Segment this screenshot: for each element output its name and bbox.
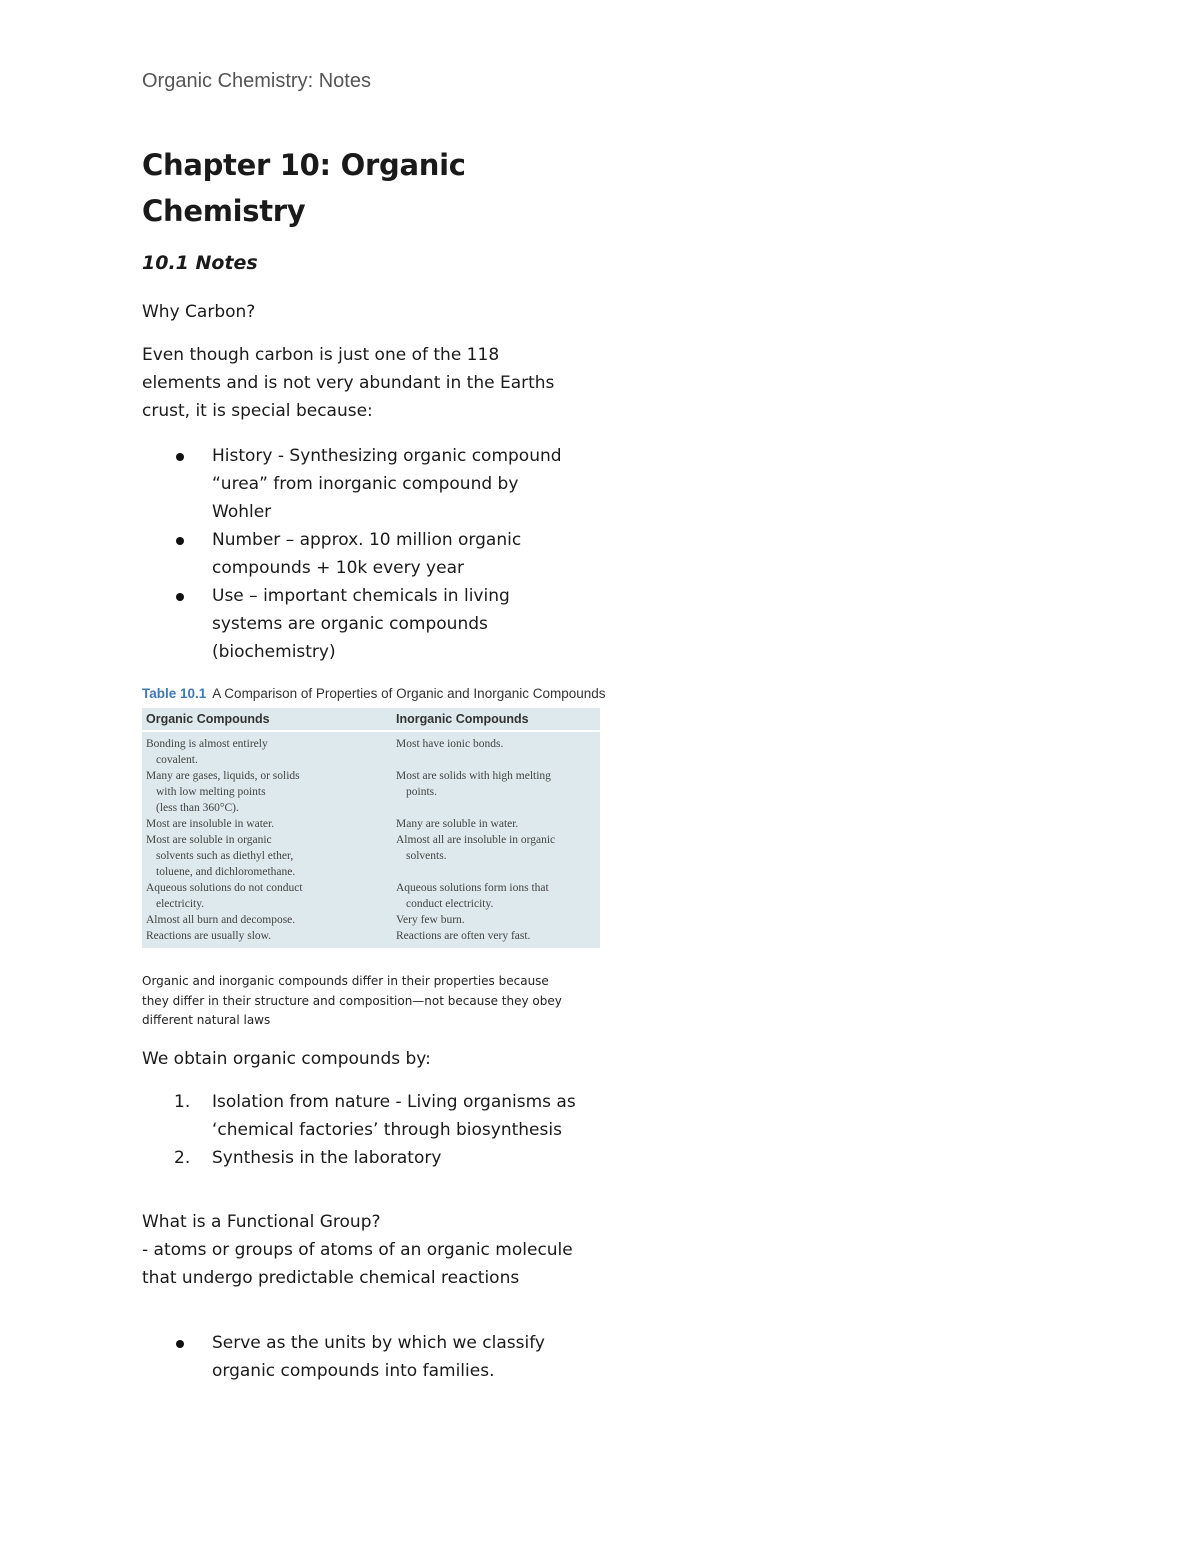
table-cell-line: Most are soluble in organic bbox=[146, 834, 272, 846]
chapter-title: Chapter 10: Organic Chemistry bbox=[142, 148, 466, 228]
list-text: Isolation from nature - Living organisms as ‘chemical factories’ through biosynthesis bbox=[212, 1092, 576, 1140]
table-cell-line: covalent. bbox=[156, 754, 198, 766]
table-title: A Comparison of Properties of Organic and Inorganic Compounds bbox=[212, 686, 606, 701]
bullet-icon bbox=[176, 453, 184, 461]
bullet-text: Use – important chemicals in living systems are organic compounds (biochemistry) bbox=[212, 586, 510, 662]
table-cell-line: Almost all are insoluble in organic bbox=[396, 834, 556, 846]
bullet-text: Serve as the units by which we classify organic compounds into families. bbox=[212, 1333, 545, 1381]
list-item bbox=[142, 1088, 582, 1144]
table-cell-organic bbox=[146, 912, 382, 928]
bullet-item bbox=[142, 442, 582, 526]
functional-group-bullet-list bbox=[142, 1329, 582, 1385]
table-cell-line: Most have ionic bonds. bbox=[396, 738, 504, 750]
list-number: 2. bbox=[174, 1148, 191, 1168]
table-cell-line: solvents such as diethyl ether, bbox=[156, 850, 294, 862]
table-row bbox=[142, 912, 600, 928]
why-carbon-intro: Even though carbon is just one of the 118 elements and is not very abundant in the Earths crust, it is special because: bbox=[142, 345, 555, 421]
table-cell-inorganic bbox=[396, 832, 596, 864]
table-cell-inorganic bbox=[396, 928, 596, 944]
table-cell-line: conduct electricity. bbox=[406, 898, 494, 910]
table-cell-line: points. bbox=[406, 786, 437, 798]
table-header-row bbox=[142, 708, 600, 732]
table-cell-inorganic bbox=[396, 816, 596, 832]
table-cell-line: Most are insoluble in water. bbox=[146, 818, 275, 830]
table-cell-organic bbox=[146, 816, 382, 832]
table-cell-inorganic bbox=[396, 736, 596, 752]
table-cell-line: electricity. bbox=[156, 898, 205, 910]
obtain-heading: We obtain organic compounds by: bbox=[142, 1049, 431, 1069]
list-item bbox=[142, 1144, 582, 1172]
why-carbon-heading: Why Carbon? bbox=[142, 302, 256, 322]
table-caption bbox=[142, 686, 606, 708]
bullet-item bbox=[142, 582, 582, 666]
table-cell-organic bbox=[146, 832, 382, 880]
table-cell-line: Reactions are often very fast. bbox=[396, 930, 531, 942]
table-row bbox=[142, 736, 600, 768]
functional-group-definition: - atoms or groups of atoms of an organic molecule that undergo predictable chemical reactions bbox=[142, 1240, 573, 1288]
table-row bbox=[142, 768, 600, 816]
bullet-icon bbox=[176, 537, 184, 545]
table-cell-line: Bonding is almost entirely bbox=[146, 738, 268, 750]
table-cell-line: with low melting points bbox=[156, 786, 266, 798]
bullet-text: Number – approx. 10 million organic compounds + 10k every year bbox=[212, 530, 522, 578]
table-cell-organic bbox=[146, 736, 382, 768]
page-header: Organic Chemistry: Notes bbox=[142, 70, 371, 92]
table-row bbox=[142, 928, 600, 944]
figure-note: Organic and inorganic compounds differ in their properties because they differ in their structure and composition—not because they obey different natural laws bbox=[142, 974, 562, 1027]
list-text: Synthesis in the laboratory bbox=[212, 1148, 442, 1168]
table-cell-inorganic bbox=[396, 880, 596, 912]
table-cell-line: Very few burn. bbox=[396, 914, 465, 926]
bullet-text: History - Synthesizing organic compound “urea” from inorganic compound by Wohler bbox=[212, 446, 562, 522]
table-cell-organic bbox=[146, 928, 382, 944]
table-cell-line: Reactions are usually slow. bbox=[146, 930, 272, 942]
bullet-icon bbox=[176, 1340, 184, 1348]
table-cell-line: Aqueous solutions do not conduct bbox=[146, 882, 303, 894]
table-cell-line: toluene, and dichloromethane. bbox=[156, 866, 296, 878]
table-cell-inorganic bbox=[396, 912, 596, 928]
table-cell-line: (less than 360°C). bbox=[156, 802, 239, 814]
table-cell-line: Many are soluble in water. bbox=[396, 818, 519, 830]
table-cell-line: Many are gases, liquids, or solids bbox=[146, 770, 300, 782]
why-carbon-bullet-list bbox=[142, 442, 582, 666]
section-title: 10.1 Notes bbox=[142, 252, 258, 274]
bullet-icon bbox=[176, 593, 184, 601]
column-header-organic: Organic Compounds bbox=[146, 712, 270, 726]
obtain-list bbox=[142, 1088, 582, 1172]
table-cell-organic bbox=[146, 880, 382, 912]
comparison-table bbox=[142, 708, 600, 948]
table-cell-organic bbox=[146, 768, 382, 816]
table-row bbox=[142, 816, 600, 832]
table-cell-line: Most are solids with high melting bbox=[396, 770, 551, 782]
table-row bbox=[142, 832, 600, 880]
column-header-inorganic: Inorganic Compounds bbox=[396, 712, 529, 726]
table-cell-line: solvents. bbox=[406, 850, 447, 862]
table-body bbox=[142, 732, 600, 944]
comparison-table-figure bbox=[142, 686, 606, 948]
bullet-item bbox=[142, 1329, 582, 1385]
table-cell-line: Almost all burn and decompose. bbox=[146, 914, 296, 926]
table-row bbox=[142, 880, 600, 912]
list-number: 1. bbox=[174, 1092, 191, 1112]
table-cell-line: Aqueous solutions form ions that bbox=[396, 882, 549, 894]
bullet-item bbox=[142, 526, 582, 582]
functional-group-block bbox=[142, 1208, 582, 1292]
table-number: Table 10.1 bbox=[142, 686, 207, 701]
table-cell-inorganic bbox=[396, 768, 596, 800]
functional-group-question: What is a Functional Group? bbox=[142, 1212, 381, 1232]
